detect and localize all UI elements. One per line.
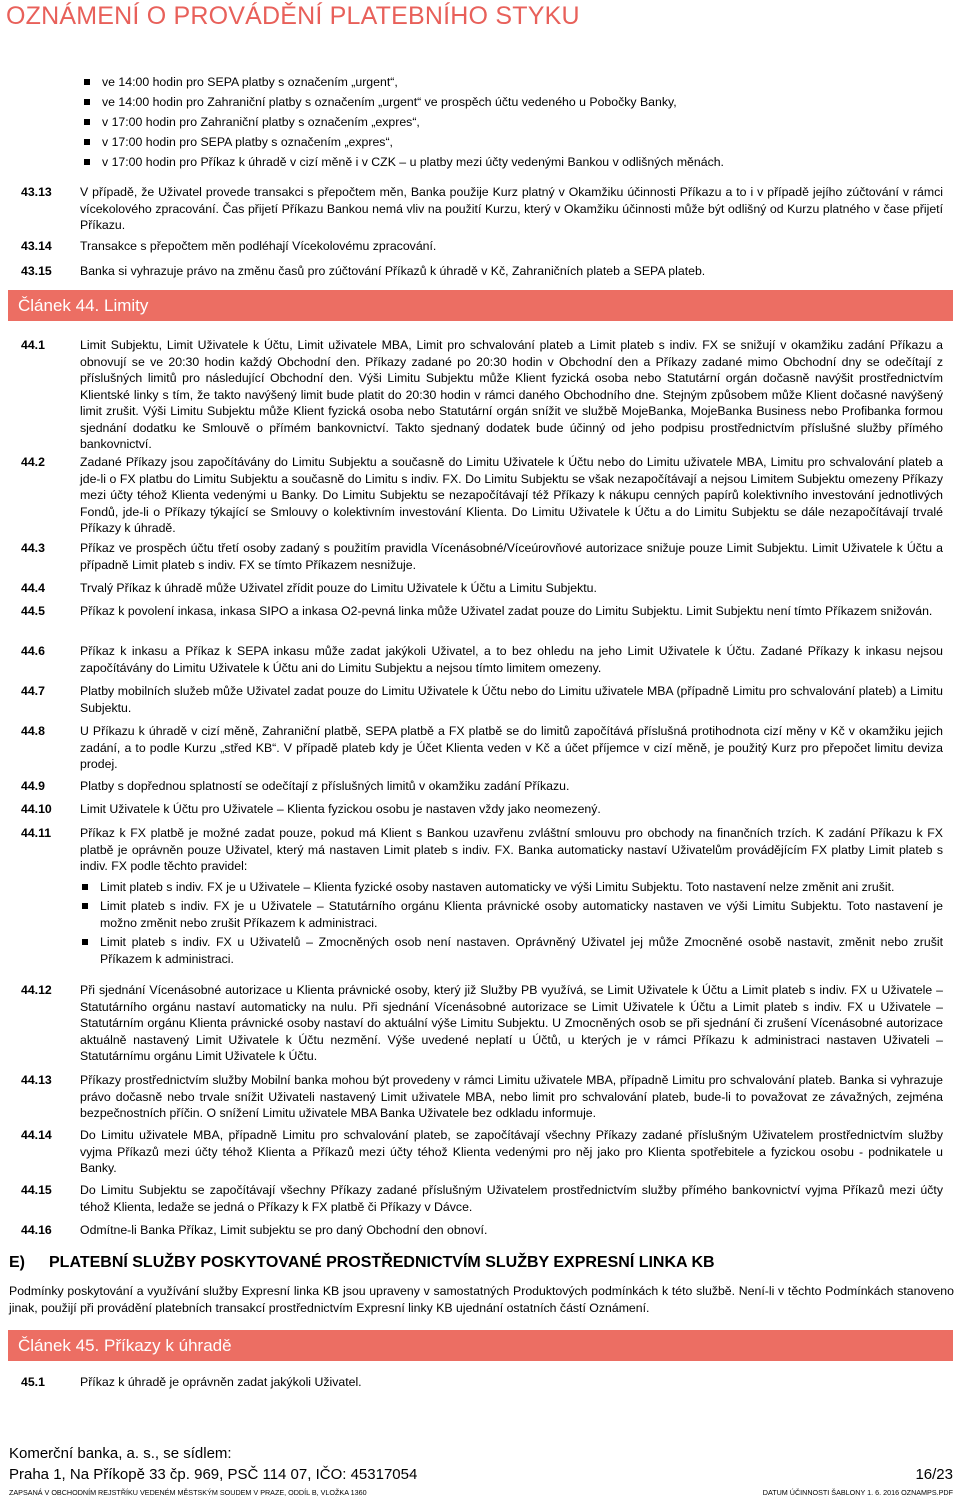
section-number: 44.13 [21, 1073, 52, 1087]
list-item: ve 14:00 hodin pro Zahraniční platby s označením „urgent“ ve prospěch účtu vedeného u Pobočky Banky, [82, 92, 950, 112]
list-item: Limit plateb s indiv. FX je u Uživatele – Klienta fyzické osoby nastaven automaticky ve výši Limitu Subjektu. Toto nastavení nelze změnit ani zrušit. [80, 879, 943, 896]
list-item: v 17:00 hodin pro SEPA platby s označením „expres“, [82, 132, 950, 152]
section-text [80, 825, 943, 967]
article-44-heading: Článek 44. Limity [8, 290, 953, 321]
section-text: Banka si vyhrazuje právo na změnu časů pro zúčtování Příkazů k úhradě v Kč, Zahraničních plateb a SEPA plateb. [80, 264, 706, 278]
section-text: Při sjednání Vícenásobné autorizace u Klienta právnické osoby, který již Služby PB využívá, se Limit Uživatele k Účtu a Limit plateb s indiv. FX u Uživatele – Statutárního orgánu nastaví automaticky na nulu. Při sjednání Vícenásobné autorizace se Limit Uživatele k Účtu a Limit plateb s indiv. FX u Uživatele – Statutárním orgánu Klienta právnické osoby nastaví do aktuální výše Limitu Subjektu. U Zmocněných osob se při sjednání či zrušení Vícenásobné autorizace aktuálně nastavený Limit Uživatele k Účtu nezmění. Výše uvedené neplatí u Účtů, u kterých je v rámci Příkazu k administraci nastaven Uživateli – Statutárnímu orgánu Limit Uživatele k Účtu. [80, 983, 943, 1063]
section-e-heading [9, 1254, 715, 1272]
section-number: 45.1 [21, 1375, 45, 1389]
footer-registry: ZAPSANÁ V OBCHODNÍM REJSTŘÍKU VEDENÉM MĚSTSKÝM SOUDEM V PRAZE, ODDÍL B, VLOŽKA 1360 [9, 1488, 367, 1497]
footer-validity: DATUM ÚČINNOSTI ŠABLONY 1. 6. 2016 OZNAMPS.PDF [762, 1488, 953, 1497]
section-number: 44.3 [21, 541, 45, 555]
section-number: 44.2 [21, 455, 45, 469]
section-number: 44.15 [21, 1183, 52, 1197]
section-number: 44.4 [21, 581, 45, 595]
section-number: 44.12 [21, 983, 52, 997]
section-text: Příkaz k úhradě je oprávněn zadat jakýkoli Uživatel. [80, 1375, 362, 1389]
section-text: Příkaz ve prospěch účtu třetí osoby zadaný s použitím pravidla Vícenásobné/Víceúrovňové autorizace snižuje pouze Limit Subjektu. Limit Uživatele k Účtu a případně Limit plateb s indiv. FX se tímto Příkazem nesnižuje. [80, 541, 943, 572]
square-bullet-icon [84, 159, 90, 165]
section-text: Platby s dopřednou splatností se odečítají z příslušných limitů v okamžiku zadání Příkazu. [80, 779, 570, 793]
section-number: 44.8 [21, 724, 45, 738]
section-text: Příkazy prostřednictvím služby Mobilní banka mohou být provedeny v rámci Limitu uživatele MBA, případně Limitu pro schvalování plateb. Banka si vyhrazuje právo dočasně nebo trvale snížit Uživateli nastavený Limit uživatele MBA, nebo limit pro schvalování plateb, bude-li to považovat ze závažných, zejména bezpečnostních příčin. O snížení Limitu uživatele MBA Banka Uživatele bez odkladu informuje. [80, 1073, 943, 1120]
page-header-title: OZNÁMENÍ O PROVÁDĚNÍ PLATEBNÍHO STYKU [6, 2, 580, 30]
list-item: v 17:00 hodin pro Příkaz k úhradě v cizí měně i v CZK – u platby mezi účty vedenými Bankou v odlišných měnách. [82, 152, 950, 172]
section-e-paragraph: Podmínky poskytování a využívání služby Expresní linka KB jsou upraveny v samostatných Produktových podmínkách k této službě. Není-li v těchto Podmínkách stanoveno jinak, použijí při provádění platebních transakcí prostřednictvím Expresní linky KB ujednání ostatních částí Oznámení. [9, 1284, 954, 1315]
list-item: Limit plateb s indiv. FX je u Uživatele – Statutárního orgánu Klienta právnické osoby automaticky nastaven ve výši Limitu Subjektu. Toto nastavení je možno změnit nebo zrušit Příkazem k administraci. [80, 898, 943, 931]
section-text: Platby mobilních služeb může Uživatel zadat pouze do Limitu Uživatele k Účtu nebo do Limitu uživatele MBA (případně Limitu pro schvalování plateb) a Limitu Subjektu. [80, 684, 943, 715]
section-text: Trvalý Příkaz k úhradě může Uživatel zřídit pouze do Limitu Uživatele k Účtu a Limitu Subjektu. [80, 581, 597, 595]
footer-company: Komerční banka, a. s., se sídlem: [9, 1445, 232, 1462]
section-text: U Příkazu k úhradě v cizí měně, Zahraniční platbě, SEPA platbě a FX platbě se do limitů započítává příslušná protihodnota cizí měny v Kč v okamžiku jejich zadání, a to podle Kurzu „střed KB“. V případě plateb kdy je Účet Klienta veden v Kč a účet příjemce v cizí měně, je použitý Kurz pro přepočet limitu deviza prodej. [80, 724, 943, 771]
section-number: 44.6 [21, 644, 45, 658]
square-bullet-icon [82, 903, 88, 909]
section-number: 44.11 [21, 826, 52, 840]
top-bullet-list [82, 72, 950, 172]
square-bullet-icon [84, 99, 90, 105]
section-text: V případě, že Uživatel provede transakci s přepočtem měn, Banka použije Kurz platný v Okamžiku účinnosti Příkazu a to i v případě jejího zúčtování v rámci vícekolového zpracování. Čas přijetí Příkazu Bankou nemá vliv na použití Kurzu, který v Okamžiku účinnosti může být odlišný od Kurzu platného v čase přijetí Příkazu. [80, 185, 943, 232]
section-text: Limit Subjektu, Limit Uživatele k Účtu, Limit uživatele MBA, Limit pro schvalování plateb a Limit plateb s indiv. FX se snižují v okamžiku zadání Příkazu a obnovují se ve 20:30 hodin každý Obchodní den. Příkazy zadané po 20:30 hodin v Obchodní den a Příkazy zadané mimo Obchodní dny se odečítají z příslušných limitů pro následující Obchodní den. Výši Limitu Subjektu může Klient fyzická osoba nebo Statutární orgán dočasně navýšit prostřednictvím Klientské linky s tím, že takto navýšený limit bude platit do 20:30 hodin v rámci daného Obchodního dne. Stejným způsobem může Klient dočasné navýšený limit zrušit. Výši Limitu Subjektu může Klient fyzická osoba nebo Statutární orgán snížit ve službě MojeBanka, MojeBanka Business nebo Profibanka formou sjednání dodatku ke Smlouvě o přímém bankovnictví. Takto sjednaný dodatek bude účinný od jeho podpisu prostřednictvím příslušné služby přímého bankovnictví. [80, 338, 943, 451]
article-45-heading: Článek 45. Příkazy k úhradě [8, 1330, 953, 1361]
section-number: 44.14 [21, 1128, 52, 1142]
section-number: 44.1 [21, 338, 45, 352]
square-bullet-icon [82, 939, 88, 945]
section-number: 44.5 [21, 604, 45, 618]
list-item: v 17:00 hodin pro Zahraniční platby s označením „expres“, [82, 112, 950, 132]
section-number: 44.9 [21, 779, 45, 793]
square-bullet-icon [84, 79, 90, 85]
section-number: 44.16 [21, 1223, 52, 1237]
section-text: Odmítne-li Banka Příkaz, Limit subjektu se pro daný Obchodní den obnoví. [80, 1223, 488, 1237]
page-number: 16/23 [915, 1466, 953, 1483]
section-text: Limit Uživatele k Účtu pro Uživatele – Klienta fyzickou osobu je nastaven vždy jako neomezený. [80, 802, 601, 816]
section-number: 44.10 [21, 802, 52, 816]
section-intro: Příkaz k FX platbě je možné zadat pouze, pokud má Klient s Bankou uzavřenu zvláštní smlouvu pro obchody na finančních trzích. K zadání Příkazu k FX platbě je oprávněn pouze Uživatel, který má nastaven Limit plateb s indiv. FX. Banka automaticky nastaví Uživatelům provádějícím FX platby Limit plateb s indiv. FX podle těchto pravidel: [80, 826, 943, 873]
section-text: Transakce s přepočtem měn podléhají Vícekolovému zpracování. [80, 239, 437, 253]
section-number: 44.7 [21, 684, 45, 698]
section-number: 43.15 [21, 264, 52, 278]
section-text: Příkaz k povolení inkasa, inkasa SIPO a inkasa O2-pevná linka může Uživatel zadat pouze do Limitu Subjektu. Limit Subjektu není tímto Příkazem snižován. [80, 604, 933, 618]
list-item: ve 14:00 hodin pro SEPA platby s označením „urgent“, [82, 72, 950, 92]
square-bullet-icon [84, 139, 90, 145]
section-text: Do Limitu uživatele MBA, případně Limitu pro schvalování plateb, se započítávají všechny Příkazy zadané příslušným Uživatelem prostřednictvím služby vyjma Příkazů mezi účty téhož Klienta a Příkazů mezi účty téhož Klienta vedenými pro něj jako pro Klienta spotřebitele a fyzickou osobu - podnikatele u Banky. [80, 1128, 943, 1175]
section-text: Do Limitu Subjektu se započítávají všechny Příkazy zadané příslušným Uživatelem prostřednictvím služby přímého bankovnictví vyjma Příkazů mezi účty téhož Klienta, ledaže se jedná o Příkazy k FX platbě či Příkazy v Dávce. [80, 1183, 943, 1214]
section-number: 43.13 [21, 185, 52, 199]
section-title: PLATEBNÍ SLUŽBY POSKYTOVANÉ PROSTŘEDNICTVÍM SLUŽBY EXPRESNÍ LINKA KB [49, 1254, 715, 1271]
section-text: Příkaz k inkasu a Příkaz k SEPA inkasu může zadat jakýkoli Uživatel, a to bez ohledu na jeho Limit Uživatele k Účtu. Zadané Příkazy k inkasu nejsou započítávány do Limitu Uživatele k Účtu ani do Limitu Subjektu a nejsou tímto limitem omezeny. [80, 644, 943, 675]
section-text: Zadané Příkazy jsou započítávány do Limitu Subjektu a současně do Limitu Uživatele k Účtu nebo do Limitu uživatele MBA, Limitu pro schvalování plateb a jde-li o FX platbu do Limitu Subjektu a současně do Limitu s indiv. FX. Do Limitu Subjektu se však nezapočítávají a nejsou Limitem Subjektu omezeny Příkazy mezi účty téhož Klienta vedenými u Banky. Do Limitu Subjektu se nezapočítávají též Příkazy k nákupu cenných papírů kolektivního investování jednotlivých Fondů, jde-li o Příkazy týkající se Smlouvy o kolektivním investování Klienta. Do Limitu Uživatele k Účtu a do Limitu Subjektu se dále nezapočítávají trvalé Příkazy k úhradě. [80, 455, 943, 535]
square-bullet-icon [82, 884, 88, 890]
list-item: Limit plateb s indiv. FX u Uživatelů – Zmocněných osob není nastaven. Oprávněný Uživatel jej může Zmocněné osobě nastavit, změnit nebo zrušit Příkazem k administraci. [80, 934, 943, 967]
square-bullet-icon [84, 119, 90, 125]
footer-address: Praha 1, Na Příkopě 33 čp. 969, PSČ 114 07, IČO: 45317054 [9, 1466, 418, 1483]
section-number: 43.14 [21, 239, 52, 253]
section-letter: E) [9, 1254, 25, 1271]
